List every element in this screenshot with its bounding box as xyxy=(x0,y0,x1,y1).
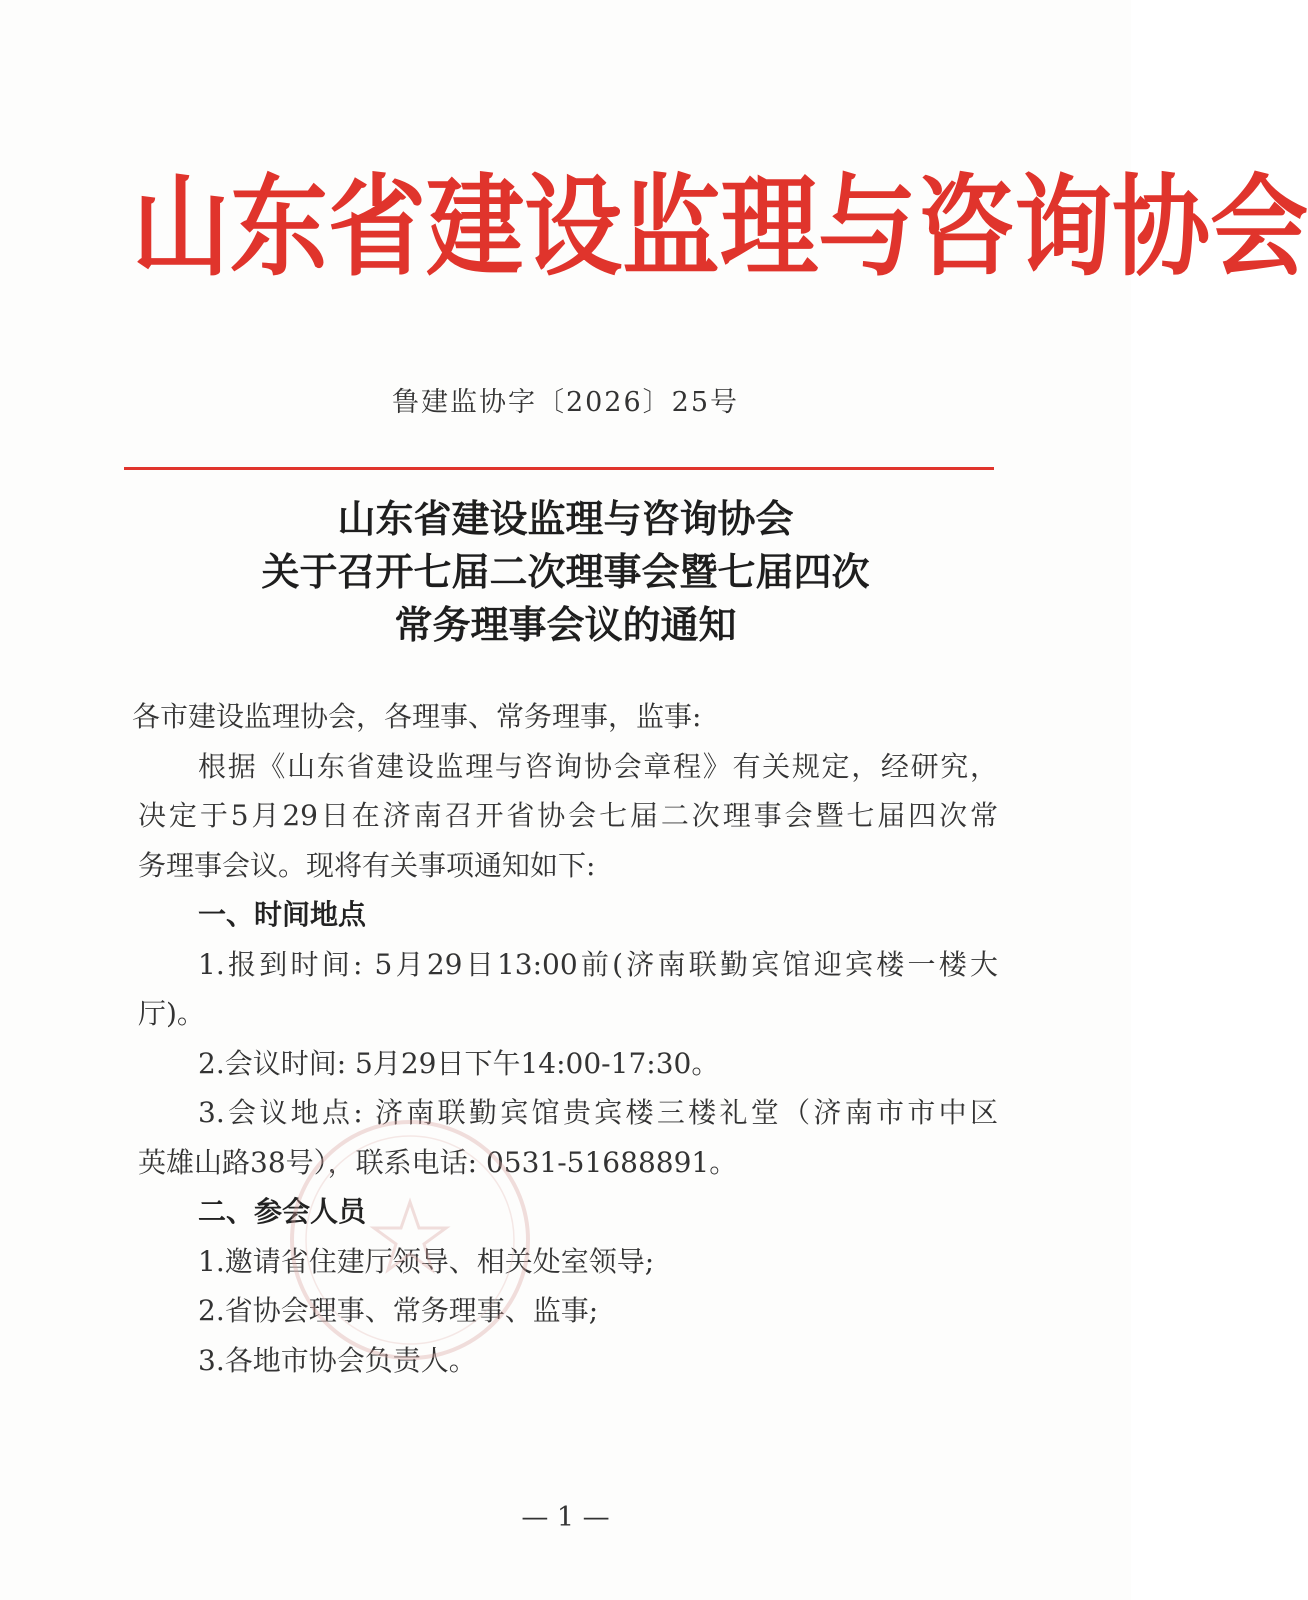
masthead-char: 建 xyxy=(426,163,525,292)
masthead-char: 协 xyxy=(1112,163,1211,292)
intro-line-3: 务理事会议。现将有关事项通知如下: xyxy=(138,848,596,882)
page-number: — 1 — xyxy=(521,1502,610,1533)
masthead-char: 会 xyxy=(1210,163,1308,292)
attendee-item-3: 3.各地市协会负责人。 xyxy=(198,1343,477,1377)
section-heading-attendees: 二、参会人员 xyxy=(198,1195,367,1228)
masthead-char: 咨 xyxy=(916,163,1015,292)
masthead-char: 询 xyxy=(1014,163,1113,292)
intro-line-2: 决定于5月29日在济南召开省协会七届二次理事会暨七届四次常 xyxy=(138,799,998,832)
notice-title xyxy=(0,492,1131,651)
registration-time-line-2: 厅)。 xyxy=(138,997,205,1030)
faint-seal-stamp xyxy=(280,1110,540,1370)
meeting-location-line-2: 英雄山路38号），联系电话: 0531-51688891。 xyxy=(138,1145,738,1179)
registration-time-line-1: 1.报到时间: 5月29日13:00前(济南联勤宾馆迎宾楼一楼大 xyxy=(198,947,998,981)
notice-body xyxy=(132,692,998,1385)
masthead-char: 省 xyxy=(328,163,427,292)
attendee-item-1: 1.邀请省住建厅领导、相关处室领导; xyxy=(198,1244,655,1278)
title-line-1: 山东省建设监理与咨询协会 xyxy=(337,496,794,541)
masthead-char: 理 xyxy=(720,163,819,292)
title-line-3: 常务理事会议的通知 xyxy=(394,602,737,647)
attendee-item-2: 2.省协会理事、常务理事、监事; xyxy=(198,1294,599,1327)
red-divider-line xyxy=(124,467,994,470)
section-heading-time-location: 一、时间地点 xyxy=(198,898,367,931)
document-number: 鲁建监协字〔2026〕25号 xyxy=(391,387,740,418)
salutation: 各市建设监理协会，各理事、常务理事，监事: xyxy=(132,700,702,733)
organization-masthead xyxy=(132,163,1308,292)
meeting-location-line-1: 3.会议地点: 济南联勤宾馆贵宾楼三楼礼堂（济南市市中区 xyxy=(198,1096,998,1129)
masthead-char: 监 xyxy=(622,163,721,292)
masthead-char: 设 xyxy=(524,163,623,292)
intro-line-1: 根据《山东省建设监理与咨询协会章程》有关规定，经研究， xyxy=(198,749,998,783)
masthead-char: 与 xyxy=(818,163,917,292)
title-line-2: 关于召开七届二次理事会暨七届四次 xyxy=(261,549,870,594)
meeting-time: 2.会议时间: 5月29日下午14:00-17:30。 xyxy=(198,1046,720,1080)
masthead-char: 山 xyxy=(132,163,231,292)
masthead-char: 东 xyxy=(230,163,329,292)
